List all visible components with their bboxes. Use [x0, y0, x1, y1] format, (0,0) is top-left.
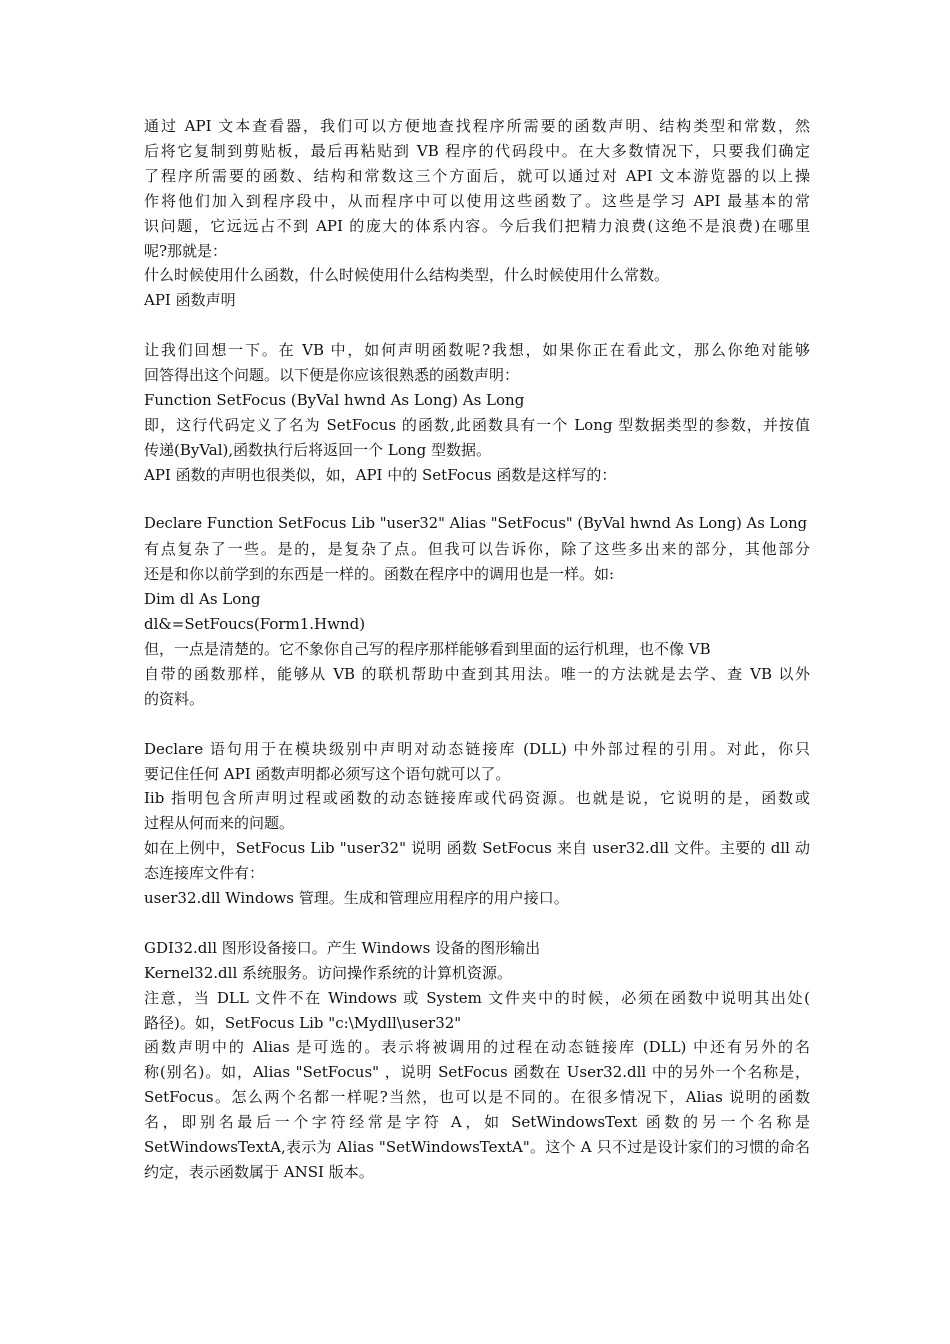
paragraph-intro	[144, 114, 810, 263]
code-line: Function SetFocus (ByVal hwnd As Long) As Long	[144, 390, 525, 409]
paragraph-alias	[144, 1035, 810, 1184]
text-line: 还是和你以前学到的东西是一样的。函数在程序中的调用也是一样。如:	[144, 565, 615, 584]
section-heading: API 函数声明	[144, 291, 236, 310]
text-line: 让我们回想一下。在 VB 中，如何声明函数呢?我想，如果你正在看此文，那么你绝对能够	[144, 341, 810, 360]
text-line: 有点复杂了一些。是的，是复杂了点。但我可以告诉你，除了这些多出来的部分，其他部分	[144, 540, 810, 559]
text-line: 后将它复制到剪贴板，最后再粘贴到 VB 程序的代码段中。在大多数情况下，只要我们确定	[144, 141, 810, 160]
code-line: Declare Function SetFocus Lib "user32" Alias "SetFocus" (ByVal hwnd As Long) As Long	[144, 515, 808, 533]
text-line: 注意，当 DLL 文件不在 Windows 或 System 文件夹中的时候，必须在函数中说明其出处(	[144, 988, 810, 1007]
blank-line	[144, 488, 810, 513]
text-line: 态连接库文件有：	[144, 864, 265, 883]
text-line: user32.dll Windows 管理。生成和管理应用程序的用户接口。	[144, 889, 569, 908]
text-line: 呢?那就是：	[144, 241, 228, 260]
paragraph-recall	[144, 338, 810, 388]
text-line: 如在上例中，SetFocus Lib "user32" 说明 函数 SetFocus 来自 user32.dll 文件。主要的 dll 动	[144, 839, 810, 858]
text-line: 要记住任何 API 函数声明都必须写这个语句就可以了。	[144, 764, 511, 783]
text-line: Declare 语句用于在模块级别中声明对动态链接库 (DLL) 中外部过程的引用。对此，你只	[144, 739, 810, 758]
paragraph-path-note	[144, 986, 810, 1036]
text-line: API 函数的声明也很类似，如，API 中的 SetFocus 函数是这样写的：	[144, 465, 617, 484]
text-line: 自带的函数那样，能够从 VB 的联机帮助中查到其用法。唯一的方法就是去学、查 VB 以外	[144, 664, 810, 683]
text-line: 称(别名)。如，Alias "SetFocus" ，说明 SetFocus 函数在 User32.dll 中的另外一个名称是，	[144, 1063, 810, 1082]
paragraph-declare	[144, 737, 810, 787]
paragraph-help	[144, 662, 810, 712]
code-line: Dim dl As Long	[144, 590, 261, 609]
text-line: 函数声明中的 Alias 是可选的。表示将被调用的过程在动态链接库 (DLL) 中还有另外的名	[144, 1038, 810, 1057]
text-line: 路径)。如，SetFocus Lib "c:\Mydll\user32"	[144, 1013, 462, 1032]
paragraph-explanation	[144, 413, 810, 463]
text-line: 名，即别名最后一个字符经常是字符 A，如 SetWindowsText 函数的另一个名称是	[144, 1113, 810, 1132]
text-line: SetFocus。怎么两个名都一样呢?当然，也可以是不同的。在很多情况下，Alias 说明的函数	[144, 1088, 810, 1107]
document-body	[144, 114, 810, 1185]
text-line: 过程从何而来的问题。	[144, 814, 295, 833]
text-line: Kernel32.dll 系统服务。访问操作系统的计算机资源。	[144, 963, 513, 982]
text-line: Iib 指明包含所声明过程或函数的动态链接库或代码资源。也就是说，它说明的是，函数或	[144, 789, 810, 808]
text-line: 的资料。	[144, 689, 205, 708]
paragraph-complex	[144, 537, 810, 587]
text-line: 通过 API 文本查看器，我们可以方便地查找程序所需要的函数声明、结构类型和常数，然	[144, 117, 810, 135]
code-line: dl&=SetFoucs(Form1.Hwnd)	[144, 615, 366, 634]
text-line: 识问题，它远远占不到 API 的庞大的体系内容。今后我们把精力浪费(这绝不是浪费)在哪里	[144, 216, 810, 235]
text-line: 传递(ByVal),函数执行后将返回一个 Long 型数据。	[144, 440, 491, 459]
text-line: GDI32.dll 图形设备接口。产生 Windows 设备的图形输出	[144, 938, 541, 957]
text-line: 回答得出这个问题。以下便是你应该很熟悉的函数声明：	[144, 366, 520, 385]
paragraph-lib	[144, 786, 810, 836]
text-line: 作将他们加入到程序段中，从而程序中可以使用这些函数了。这些是学习 API 最基本的常	[144, 191, 810, 210]
blank-line	[144, 712, 810, 737]
text-line: 但，一点是清楚的。它不象你自己写的程序那样能够看到里面的运行机理，也不像 VB	[144, 640, 711, 658]
text-line: SetWindowsTextA,表示为 Alias "SetWindowsTextA"。这个 A 只不过是设计家们的习惯的命名	[144, 1138, 810, 1157]
text-line: 什么时候使用什么函数，什么时候使用什么结构类型，什么时候使用什么常数。	[144, 266, 670, 285]
paragraph-example	[144, 836, 810, 886]
text-line: 约定，表示函数属于 ANSI 版本。	[144, 1163, 374, 1181]
text-line: 即，这行代码定义了名为 SetFocus 的函数,此函数具有一个 Long 型数据类型的参数，并按值	[144, 415, 810, 434]
text-line: 了程序所需要的函数、结构和常数这三个方面后，就可以通过对 API 文本游览器的以上操	[144, 166, 810, 185]
blank-line	[144, 911, 810, 936]
blank-line	[144, 313, 810, 338]
